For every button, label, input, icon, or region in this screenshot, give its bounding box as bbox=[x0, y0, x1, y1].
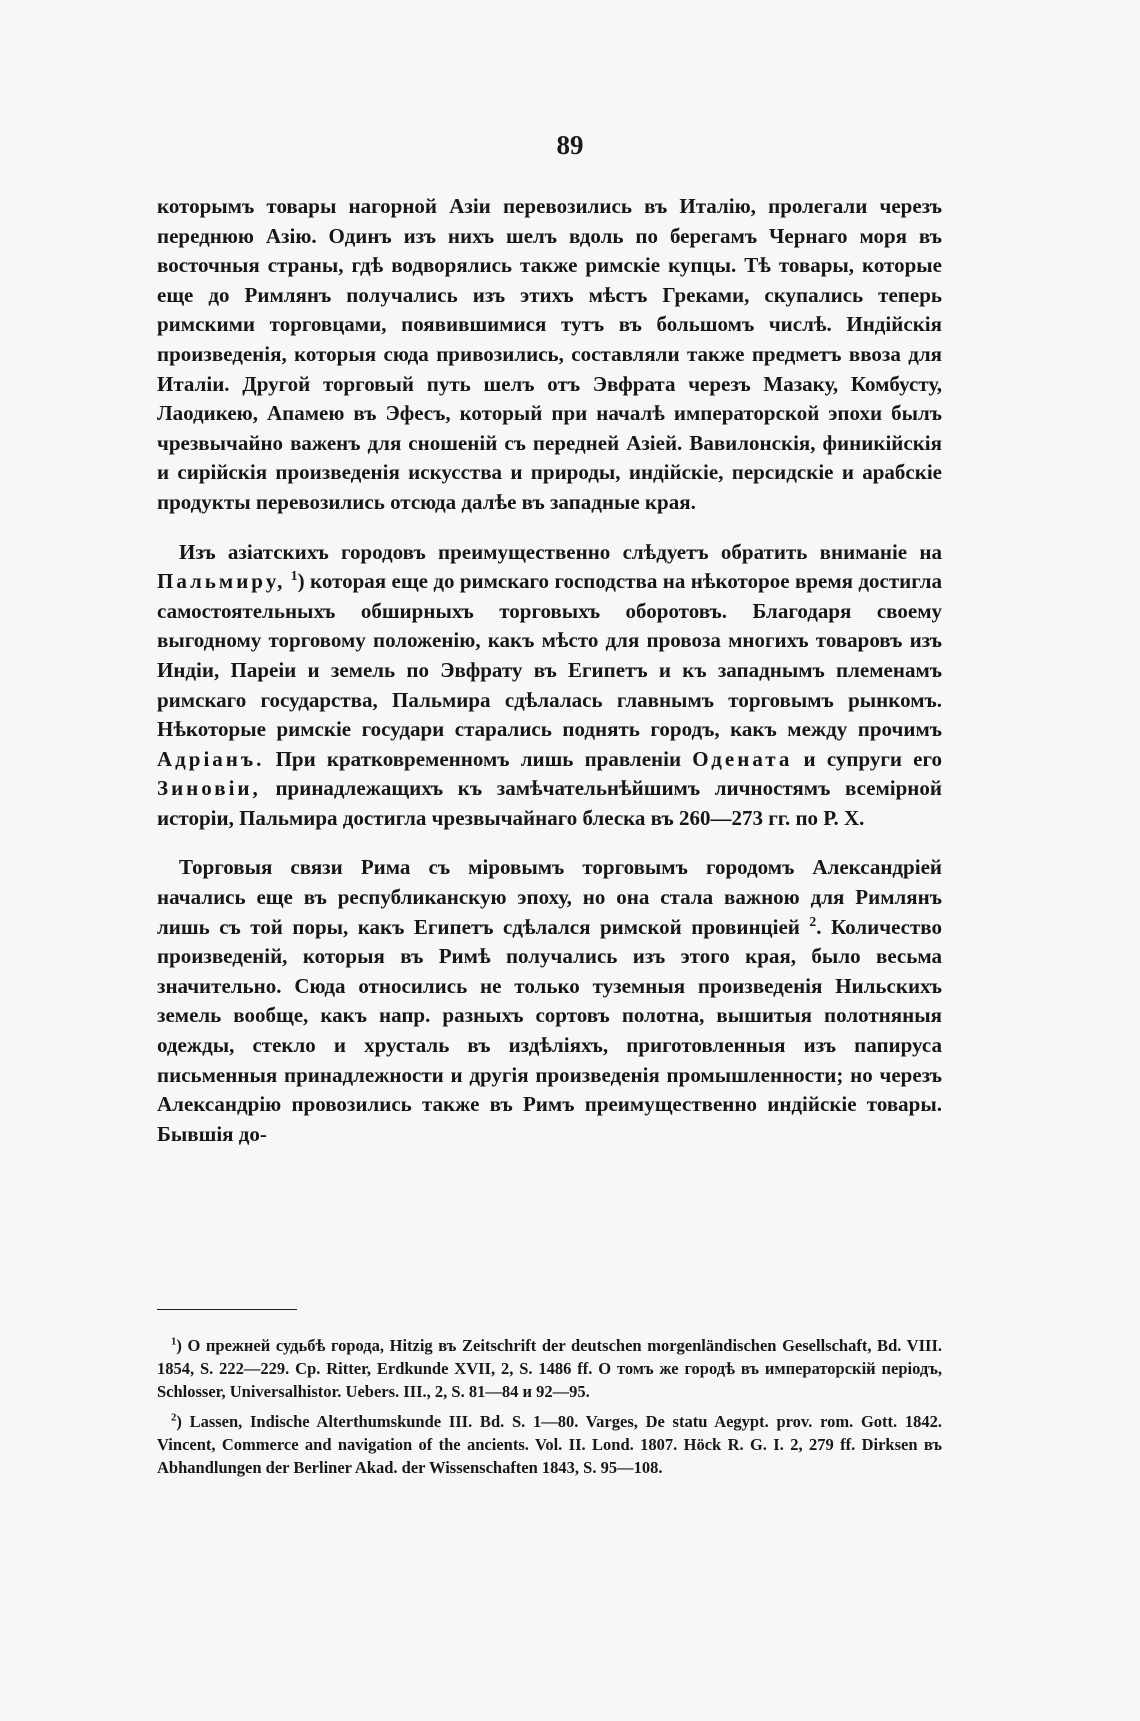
footnote-divider bbox=[157, 1309, 297, 1310]
ruler-name: Одената bbox=[692, 746, 793, 771]
paragraph-palmyra: Изъ азіатскихъ городовъ преимущественно слѣдуетъ обратить вниманіе на Пальмиру, $^1$) которая еще до римскаго господства на нѣкоторое время достигла самостоятельныхъ обширныхъ торговыхъ оборотовъ. Благодаря своему выгодному торговому положенію, какъ мѣсто для провоза многихъ товаровъ изъ Индіи, Пареіи и земель по Эвфрату въ Египетъ и къ западнымъ племенамъ римскаго государства, Пальмира сдѣлалась главнымъ торговымъ рынкомъ. Нѣкоторые римскіе государи старались поднять городъ, какъ между прочимъ Адріанъ. При кратковременномъ лишь правленіи Одената и супруги его Зиновіи, принадлежащихъ къ замѣчательнѣйшимъ личностямъ всемірной исторіи, Пальмира достигла чрезвычайнаго блеска въ 260—273 гг. по Р. Х. bbox=[157, 539, 943, 830]
footnote-1 bbox=[157, 1334, 942, 1404]
footnotes bbox=[157, 1334, 942, 1485]
palmyra-text-after: принадлежащихъ къ замѣчательнѣйшимъ личностямъ всемірной исторіи, Пальмира достигла чрезвычайнаго блеска въ 260—273 гг. по Р. Х. bbox=[157, 776, 942, 830]
palmyra-text-middle-3: и супруги его bbox=[803, 746, 942, 771]
palmyra-city-name: Пальмиру, bbox=[157, 569, 286, 594]
palmyra-text-middle-2: При кратковременномъ лишь правленіи bbox=[275, 746, 682, 771]
alexandria-text-after: . Количество произведеній, которыя въ Римѣ получались изъ этого края, было весьма значительно. Сюда относились не только туземныя произведенія Нильскихъ земель вообще, какъ напр. разныхъ сортовъ полотна, вышитыя полотняныя одежды, стекло и хрусталь въ издѣліяхъ, приготовленныя изъ папируса письменныя принадлежности и другія произведенія промышленности; но черезъ Александрію провозились также въ Римъ преимущественно индійскіе товары. Бывшія до- bbox=[157, 914, 942, 1146]
page-number: 89 bbox=[556, 130, 584, 160]
footnote-ref-2[interactable]: 2 bbox=[809, 913, 817, 929]
footnote-text-2: ) Lassen, Indische Alterthumskunde III. Bd. S. 1—80. Varges, De statu Aegypt. prov. rom. Gott. 1842. Vincent, Commerce and navigation of the ancients. Vol. II. Lond. 1807. Höck R. G. I. 2, 279 ff. Dirksen въ Abhandlungen der Berliner Akad. der Wissenschaften 1843, S. 95—108. bbox=[157, 1411, 942, 1478]
footnote-text-1: ) О прежней судьбѣ города, Hitzig въ Zeitschrift der deutschen morgenländischen Gesellschaft, Bd. VIII. 1854, S. 222—229. Ср. Ritter, Erdkunde XVII, 2, S. 1486 ff. О томъ же городѣ въ императорскій періодъ, Schlosser, Universalhistor. Uebers. III., 2, S. 81—84 и 92—95. bbox=[157, 1336, 942, 1402]
queen-name: Зиновіи, bbox=[157, 776, 261, 801]
footnote-ref-1[interactable]: 1 bbox=[290, 568, 298, 584]
footnote-mark-2: 2 bbox=[171, 1411, 177, 1424]
footnote-mark-1: 1 bbox=[171, 1335, 177, 1348]
palmyra-text-middle-1: которая еще до римскаго господства на нѣкоторое время достигла самостоятельныхъ обширныхъ торговыхъ оборотовъ. Благодаря своему выгодному торговому положенію, какъ мѣсто для провоза многихъ товаровъ изъ Индіи, Пареіи и земель по Эвфрату въ Египетъ и къ западнымъ племенамъ римскаго государства, Пальмира сдѣлалась главнымъ торговымъ рынкомъ. Нѣкоторые римскіе государи старались поднять городъ, какъ между прочимъ bbox=[157, 569, 943, 742]
alexandria-text-before: Торговыя связи Рима съ міровымъ торговымъ городомъ Александріей начались еще въ республиканскую эпоху, но она стала важною для Римлянъ лишь съ той поры, какъ Египетъ сдѣлался римской провинціей bbox=[157, 855, 942, 939]
paragraph-trade-routes: которымъ товары нагорной Азіи перевозились въ Италію, пролегали черезъ переднюю Азію. Одинъ изъ нихъ шелъ вдоль по берегамъ Чернаго моря въ восточныя страны, гдѣ водворялись также римскіе купцы. Тѣ товары, которые еще до Римлянъ получались изъ этихъ мѣстъ Греками, скупались теперь римскими торговцами, появившимися тутъ въ большомъ числѣ. Индійскія произведенія, которыя сюда привозились, составляли также предметъ ввоза для Италіи. Другой торговый путь шелъ отъ Эвфрата черезъ Мазаку, Комбусту, Лаодикею, Апамею въ Эфесъ, который при началѣ императорской эпохи былъ чрезвычайно важенъ для сношеній съ передней Азіей. Вавилонскія, финикійскія и сирійскія произведенія искусства и природы, индійскіе, персидскіе и арабскіе продукты перевозились отсюда далѣе въ западные края. bbox=[157, 194, 942, 514]
paragraph-alexandria bbox=[157, 853, 942, 1149]
emperor-name: Адріанъ. bbox=[157, 746, 265, 771]
footnote-2 bbox=[157, 1410, 942, 1480]
palmyra-text-before: Изъ азіатскихъ городовъ преимущественно слѣдуетъ обратить вниманіе на bbox=[179, 539, 942, 564]
main-text bbox=[157, 192, 942, 1169]
